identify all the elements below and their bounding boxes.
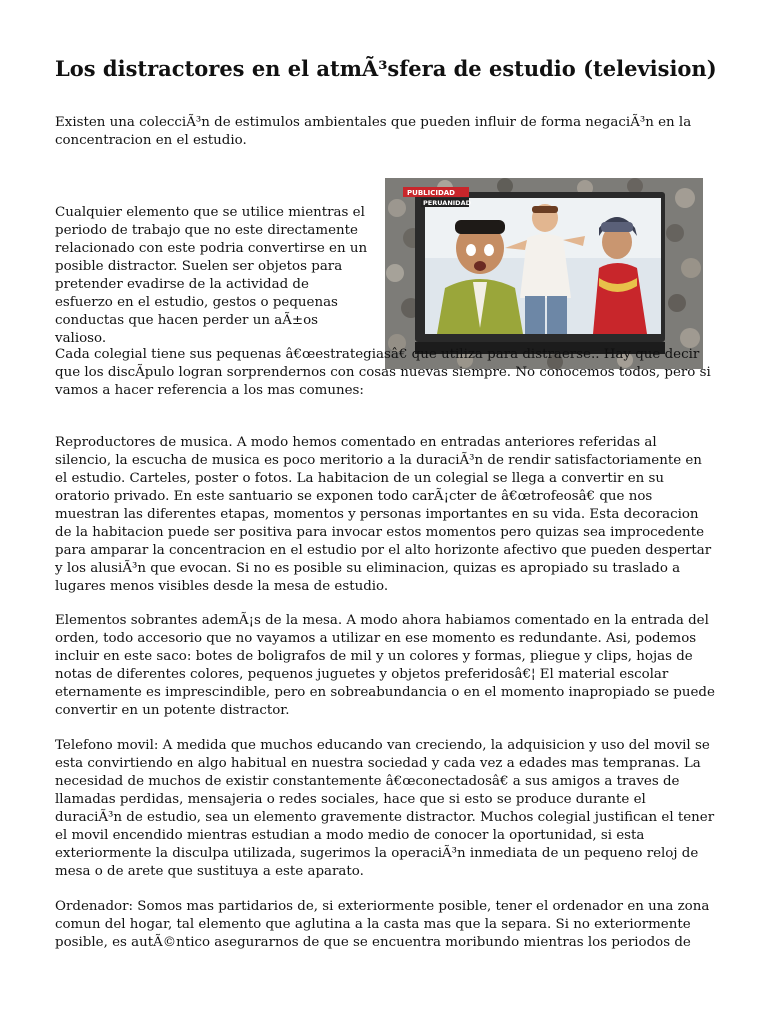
paragraph-telefono: Telefono movil: A medida que muchos educando van creciendo, la adquisicion y uso del movil se esta convirtiendo en algo habitual en nuestra sociedad y cada vez a edades mas tempranas. La necesidad de muchos de existir constantemente â€œconectadosâ€ a sus amigos a traves de llamadas perdidas, mensajeria o redes sociales, hace que si esto se produce durante el duraciÃ³n de estudio, sea un elemento gravemente distractor. Muchos colegial justifican el tener el movil encendido mientras estudian a modo medio de conocer la oportunidad, si esta exteriormente la disculpa utilizada, sugerimos la operaciÃ³n inmediata de un pequeno reloj de mesa o de arete que sustituya a este aparato. — [55, 738, 715, 879]
tv-advertisement-image — [385, 178, 703, 369]
badge-publicidad: PUBLICIDAD — [407, 189, 455, 197]
paragraph-reproductores: Reproductores de musica. A modo hemos comentado en entradas anteriores referidas al silencio, la escucha de musica es poco meritorio a la duraciÃ³n de rendir satisfactoriamente en el estudio. Carteles, poster o fotos. La habitacion de un colegial se llega a convertir en su oratorio privado. En este santuario se exponen todo carÃ¡cter de â€œtrofeosâ€ que nos muestran las diferentes etapas, momentos y personas importantes en su vida. Esta decoracion de la habitacion puede ser positiva para invocar estos momentos pero quizas sea improcedente para amparar la concentracion en el estudio por el alto horizonte afectivo que pueden despertar y los alusiÃ³n que evocan. Si no es posible su eliminacion, quizas es apropiado su traslado a lugares menos visibles desde la mesa de estudio. — [55, 435, 712, 594]
paragraph-elemento: Cualquier elemento que se utilice mientras el periodo de trabajo que no este directamente relacionado con este podria convertirse en un posible distractor. Suelen ser objetos para pretender evadirse de la actividad de esfuerzo en el estudio, gestos o pequenas conductas que hacen perder un aÃ±os valioso. — [55, 205, 368, 346]
badge-peruanidad: PERUANIDAD — [423, 199, 471, 207]
paragraph-intro: Existen una colecciÃ³n de estimulos ambientales que pueden influir de forma negaciÃ³n en la concentracion en el estudio. — [55, 115, 692, 148]
page-title: Los distractores en el atmÃ³sfera de estudio (television) — [55, 56, 717, 81]
paragraph-ordenador: Ordenador: Somos mas partidarios de, si exteriormente posible, tener el ordenador en una zona comun del hogar, tal elemento que aglutina a la casta mas que la separa. Si no exteriormente posible, es autÃ©ntico asegurarnos de que se encuentra moribundo mientras los periodos de — [55, 899, 710, 950]
paragraph-cada-colegial: Cada colegial tiene sus pequenas â€œestrategiasâ€ que utiliza para distraerse.. Hay que decir que los discÃpulo logran sorprendernos con cosas nuevas siempre. No conocemos todos, pero si vamos a hacer referencia a los mas comunes: — [55, 347, 711, 398]
paragraph-sobrantes: Elementos sobrantes ademÃ¡s de la mesa. A modo ahora habiamos comentado en la entrada del orden, todo accesorio que no vayamos a utilizar en ese momento es redundante. Asi, podemos incluir en este saco: botes de boligrafos de mil y un colores y formas, pliegue y clips, hojas de notas de diferentes colores, pequenos juguetes y objetos preferidosâ€¦ El material escolar eternamente es imprescindible, pero en sobreabundancia o en el momento inapropiado se puede convertir en un potente distractor. — [55, 613, 715, 718]
